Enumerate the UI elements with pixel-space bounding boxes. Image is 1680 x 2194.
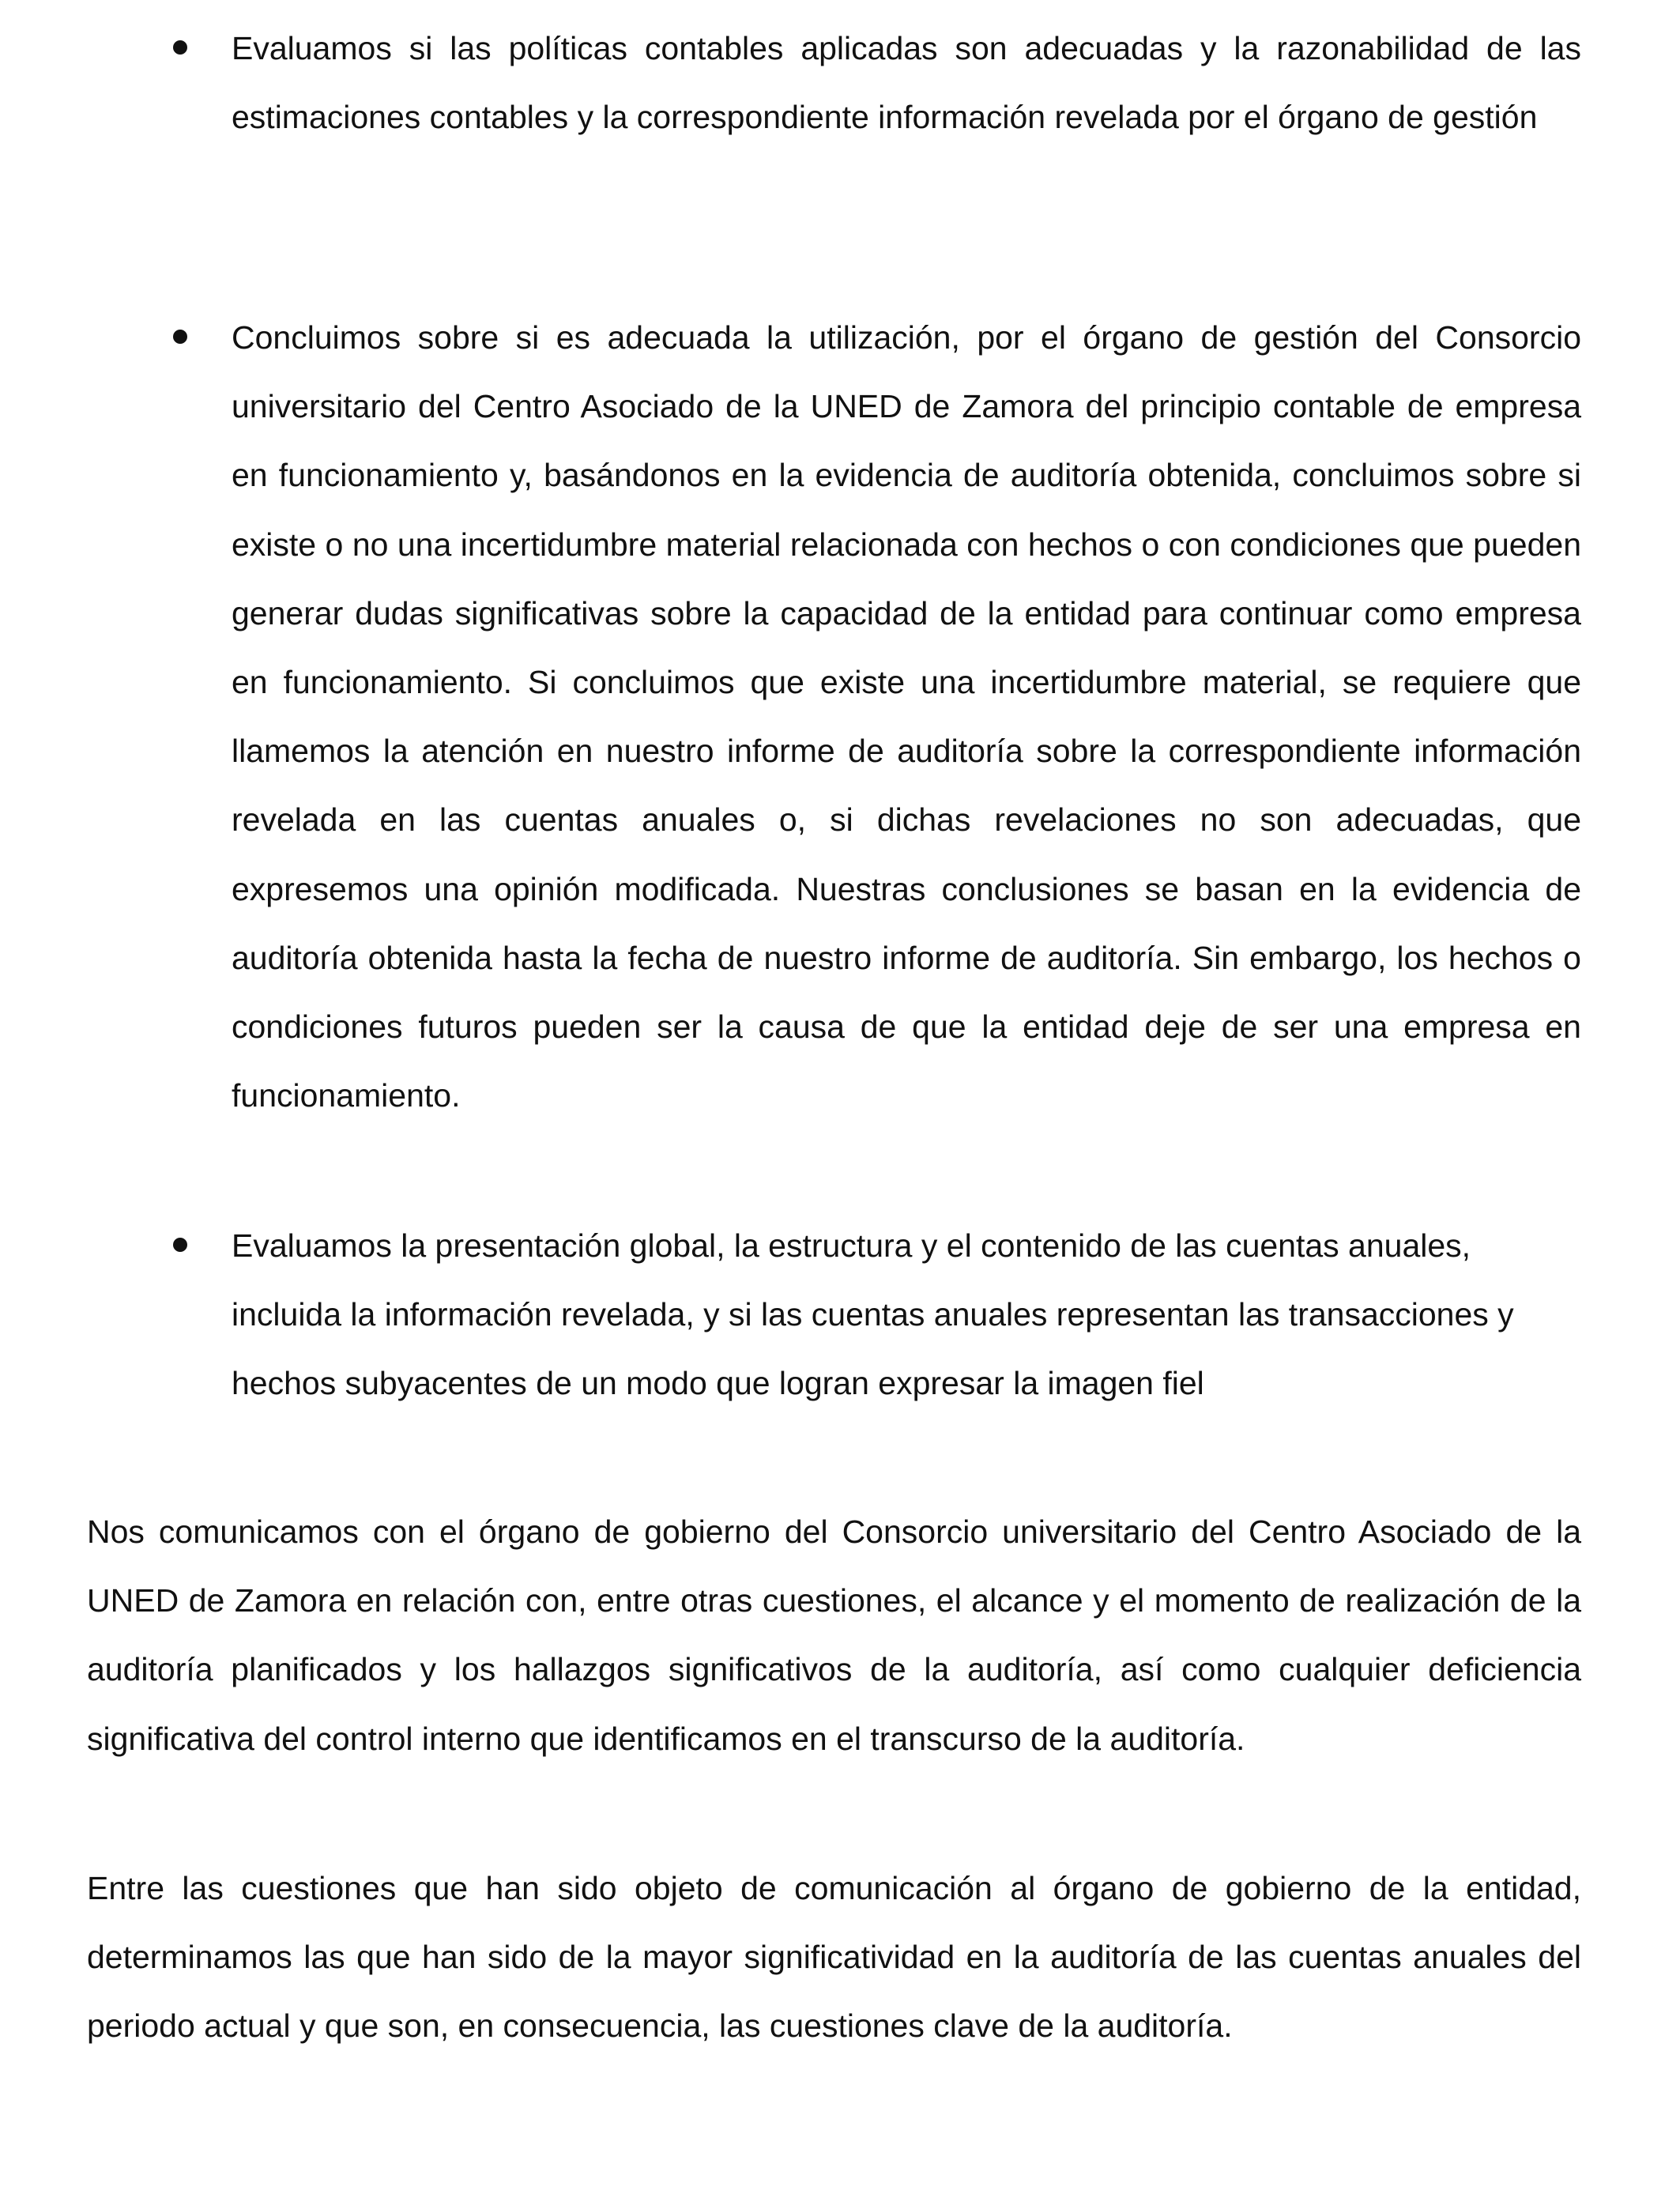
bullet-icon xyxy=(173,1238,187,1252)
bullet-text: Evaluamos si las políticas contables aplicadas son adecuadas y la razonabilidad de las estimaciones contables y la correspondiente información revelada por el órgano de gestión xyxy=(232,30,1581,136)
bullet-text: Concluimos sobre si es adecuada la utilización, por el órgano de gestión del Consorcio universitario del Centro Asociado de la UNED de Zamora del principio contable de empresa en funcionamiento y, basándonos en la evidencia de auditoría obtenida, concluimos sobre si existe o no una incertidumbre material relacionada con hechos o con condiciones que pueden generar dudas significativas sobre la capacidad de la entidad para continuar como empresa en funcionamiento. Si concluimos que existe una incertidumbre material, se requiere que llamemos la atención en nuestro informe de auditoría sobre la correspondiente información revelada en las cuentas anuales o, si dichas revelaciones no son adecuadas, que expresemos una opinión modificada. Nuestras conclusiones se basan en la evidencia de auditoría obtenida hasta la fecha de nuestro informe de auditoría. Sin embargo, los hechos o condiciones futuros pueden ser la causa de que la entidad deje de ser una empresa en funcionamiento. xyxy=(232,319,1581,1114)
body-paragraph: Entre las cuestiones que han sido objeto de comunicación al órgano de gobierno de la entidad, determinamos las que han sido de la mayor significatividad en la auditoría de las cuentas anuales del periodo actual y que son, en consecuencia, las cuestiones clave de la auditoría. xyxy=(87,1870,1581,2045)
bullet-icon xyxy=(173,40,187,55)
bullet-text: Evaluamos la presentación global, la estructura y el contenido de las cuentas anuales, incluida la información revelada, y si las cuentas anuales representan las transacciones y hechos subyacentes de un modo que logran expresar la imagen fiel xyxy=(232,1227,1514,1402)
bullet-icon xyxy=(173,330,187,344)
body-paragraph: Nos comunicamos con el órgano de gobierno del Consorcio universitario del Centro Asociado de la UNED de Zamora en relación con, entre otras cuestiones, el alcance y el momento de realización de la auditoría planificados y los hallazgos significativos de la auditoría, así como cualquier deficiencia significativa del control interno que identificamos en el transcurso de la auditoría. xyxy=(87,1514,1581,1757)
